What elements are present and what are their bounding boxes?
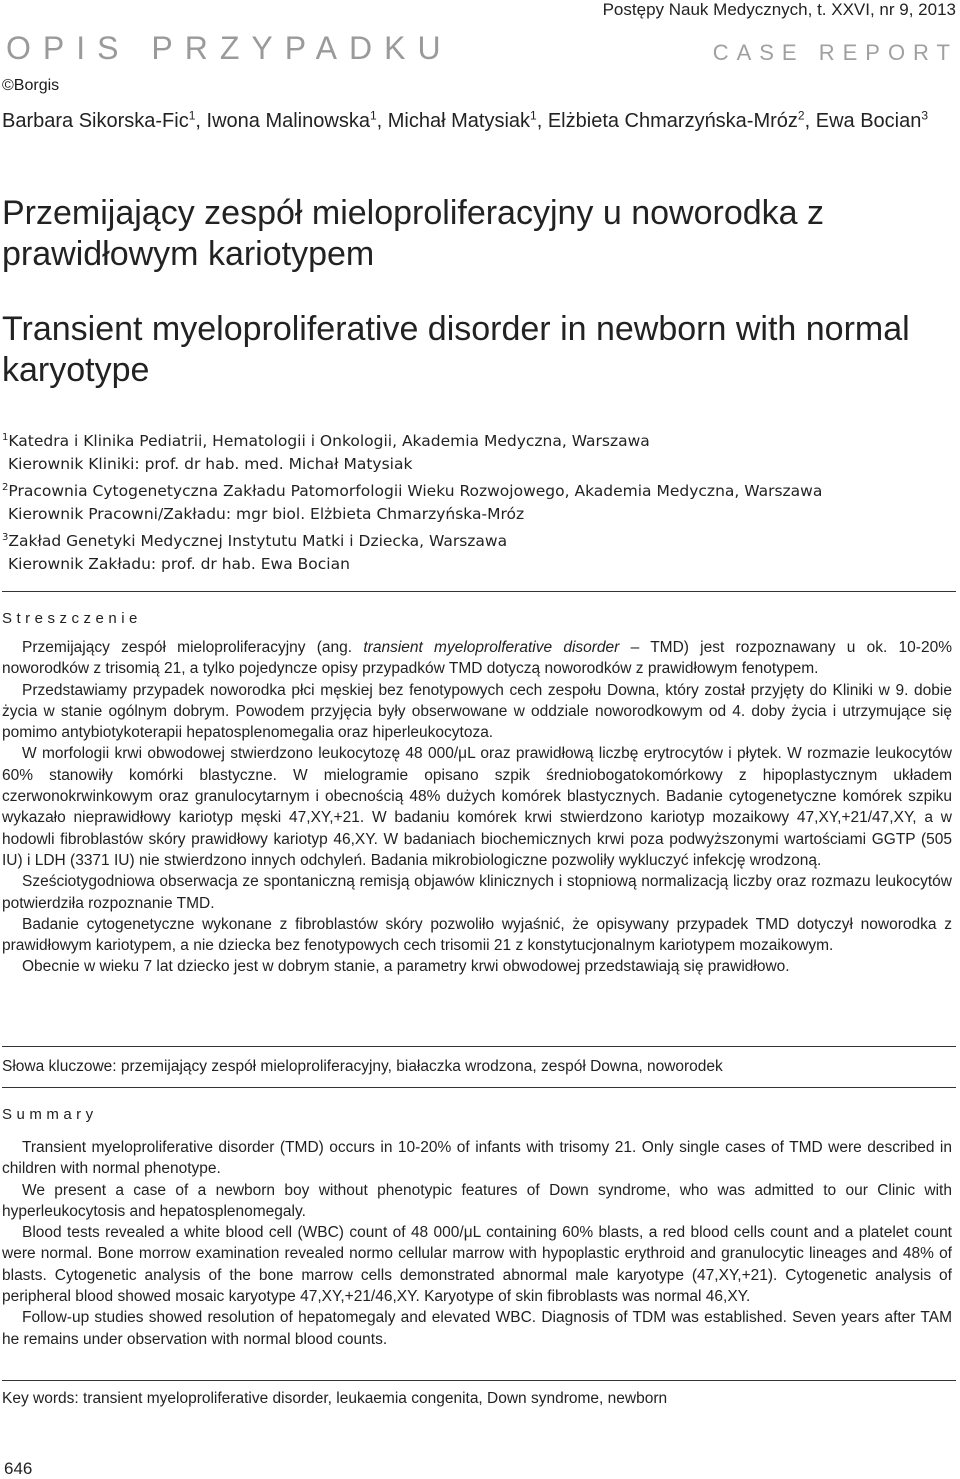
- abstract-paragraph: Przemijający zespół mieloproliferacyjny (ang. transient myeloprolferative disorder – TMD) jest rozpoznawany u ok. 10-20% noworodków z trisomią 21, a tylko pojedyncze opisy przypadków TMD dotyczą noworodków z prawidłowym fenotypem.: [2, 639, 952, 678]
- abstract-paragraph: Badanie cytogenetyczne wykonane z fibroblastów skóry pozwoliło wyjaśnić, że opisywany przypadek TMD dotyczył noworodka z prawidłowym kariotypem, a nie dziecka bez fenotypowych cech trisomii 21 z konstytucjonalnym kariotypem mozaikowym.: [2, 915, 952, 955]
- journal-reference: Postępy Nauk Medycznych, t. XXVI, nr 9, 2013: [602, 0, 956, 19]
- abstract-heading-en: Summary: [2, 1106, 98, 1123]
- affiliations: [2, 426, 952, 576]
- affiliation-head: Kierownik Zakładu: prof. dr hab. Ewa Bocian: [8, 555, 350, 574]
- abstract-english: [2, 1137, 952, 1350]
- abstract-paragraph: Obecnie w wieku 7 lat dziecko jest w dobrym stanie, a parametry krwi obwodowej przedstawiają się prawidłowo.: [22, 958, 790, 976]
- title-polish: Przemijający zespół mieloproliferacyjny u noworodka z prawidłowym kariotypem: [2, 194, 825, 273]
- section-label-pl: OPIS PRZYPADKU: [6, 30, 453, 66]
- author: Iwona Malinowska$^1$,: [206, 108, 388, 132]
- author-list: [2, 101, 952, 136]
- summary-paragraph: Blood tests revealed a white blood cell (WBC) count of 48 000/μL containing 60% blasts, a red blood cells count and a platelet count were normal. Bone morrow examination revealed normo cellular marrow with hypoplastic erythroid and granulocytic lineages and 48% of blasts. Cytogenetic analysis of the bone marrow cells demonstrated abnormal male karyotype (47,XY,+21). Cytogenetic analysis of peripheral blood showed mosaic karyotype 47,XY,+21/46,XY. Karyotype of skin fibroblasts was normal 46,XY.: [2, 1224, 952, 1306]
- author: Michał Matysiak$^1$,: [387, 108, 548, 132]
- affiliation-line: $^2$Pracownia Cytogenetyczna Zakładu Patomorfologii Wieku Rozwojowego, Akademia Medyczna, Warszawa: [2, 482, 823, 501]
- divider: [2, 1380, 956, 1381]
- abstract-paragraph: Sześciotygodniowa obserwacja ze spontaniczną remisją objawów klinicznych i stopniową normalizacją liczby oraz rozmazu leukocytów potwierdziła rozpoznanie TMD.: [2, 873, 952, 912]
- author: Barbara Sikorska-Fic$^1$,: [2, 108, 207, 132]
- author: Ewa Bocian$^3$: [815, 108, 929, 132]
- abstract-polish: [2, 637, 952, 978]
- keywords-polish: Słowa kluczowe: przemijający zespół mieloproliferacyjny, białaczka wrodzona, zespół Downa, noworodek: [2, 1058, 723, 1075]
- abstract-paragraph: W morfologii krwi obwodowej stwierdzono leukocytozę 48 000/μL oraz prawidłową liczbę erytrocytów i płytek. W rozmazie leukocytów 60% stanowiły komórki blastyczne. W mielogramie opisano szpik średniobogatokomórkowy z hipoplastycznym układem czerwonokrwinkowym oraz granulocytarnym i obecnością 48% dużych komórek blastycznych. Badanie cytogenetyczne komórek szpiku wykazało nieprawidłowy kariotyp męski 47,XY,+21. W badaniu komórek krwi stwierdzono kariotyp mozaikowy 47,XY,+21/47,XY, a w hodowli fibroblastów skóry prawidłowy kariotyp 46,XY. W badaniach biochemicznych krwi poza podwyższonymi wartościami GGTP (505 IU) i LDH (3371 IU) nie stwierdzono innych odchyleń. Badania mikrobiologiczne pozwoliły wykluczyć infekcję wrodzoną.: [2, 745, 952, 869]
- section-label-en: CASE REPORT: [712, 40, 958, 65]
- author: Elżbieta Chmarzyńska-Mróz$^2$,: [547, 108, 816, 132]
- divider: [2, 1046, 956, 1047]
- publisher-mark: ©Borgis: [2, 77, 60, 94]
- divider: [2, 1087, 956, 1088]
- summary-paragraph: Transient myeloproliferative disorder (TMD) occurs in 10-20% of infants with trisomy 21. Only single cases of TMD were described in children with normal phenotype.: [2, 1139, 952, 1178]
- affiliation-line: $^3$Zakład Genetyki Medycznej Instytutu Matki i Dziecka, Warszawa: [2, 532, 508, 551]
- title-english: Transient myeloproliferative disorder in newborn with normal karyotype: [2, 310, 910, 389]
- affiliation-head: Kierownik Kliniki: prof. dr hab. med. Michał Matysiak: [8, 455, 413, 474]
- affiliation-line: $^1$Katedra i Klinika Pediatrii, Hematologii i Onkologii, Akademia Medyczna, Warszawa: [2, 432, 650, 451]
- page-number: 646: [4, 1459, 33, 1478]
- summary-paragraph: Follow-up studies showed resolution of hepatomegaly and elevated WBC. Diagnosis of TDM was established. Seven years after TAM he remains under observation with normal blood counts.: [2, 1309, 952, 1348]
- summary-paragraph: We present a case of a newborn boy without phenotypic features of Down syndrome, who was admitted to our Clinic with hyperleukocytosis and hepatosplenomegaly.: [2, 1181, 952, 1220]
- keywords-english: Key words: transient myeloproliferative disorder, leukaemia congenita, Down syndrome, newborn: [2, 1390, 668, 1407]
- abstract-heading-pl: Streszczenie: [2, 610, 142, 627]
- affiliation-head: Kierownik Pracowni/Zakładu: mgr biol. Elżbieta Chmarzyńska-Mróz: [8, 505, 525, 524]
- divider: [2, 591, 956, 592]
- abstract-paragraph: Przedstawiamy przypadek noworodka płci męskiej bez fenotypowych cech zespołu Downa, który został przyjęty do Kliniki w 9. dobie życia w stanie ogólnym dobrym. Powodem przyjęcia były obserwowane w oddziale noworodkowym od 4. doby życia i utrzymujące się pomimo antybiotykoterapii hepatosplenomegalia oraz hiperleukocytoza.: [2, 681, 952, 742]
